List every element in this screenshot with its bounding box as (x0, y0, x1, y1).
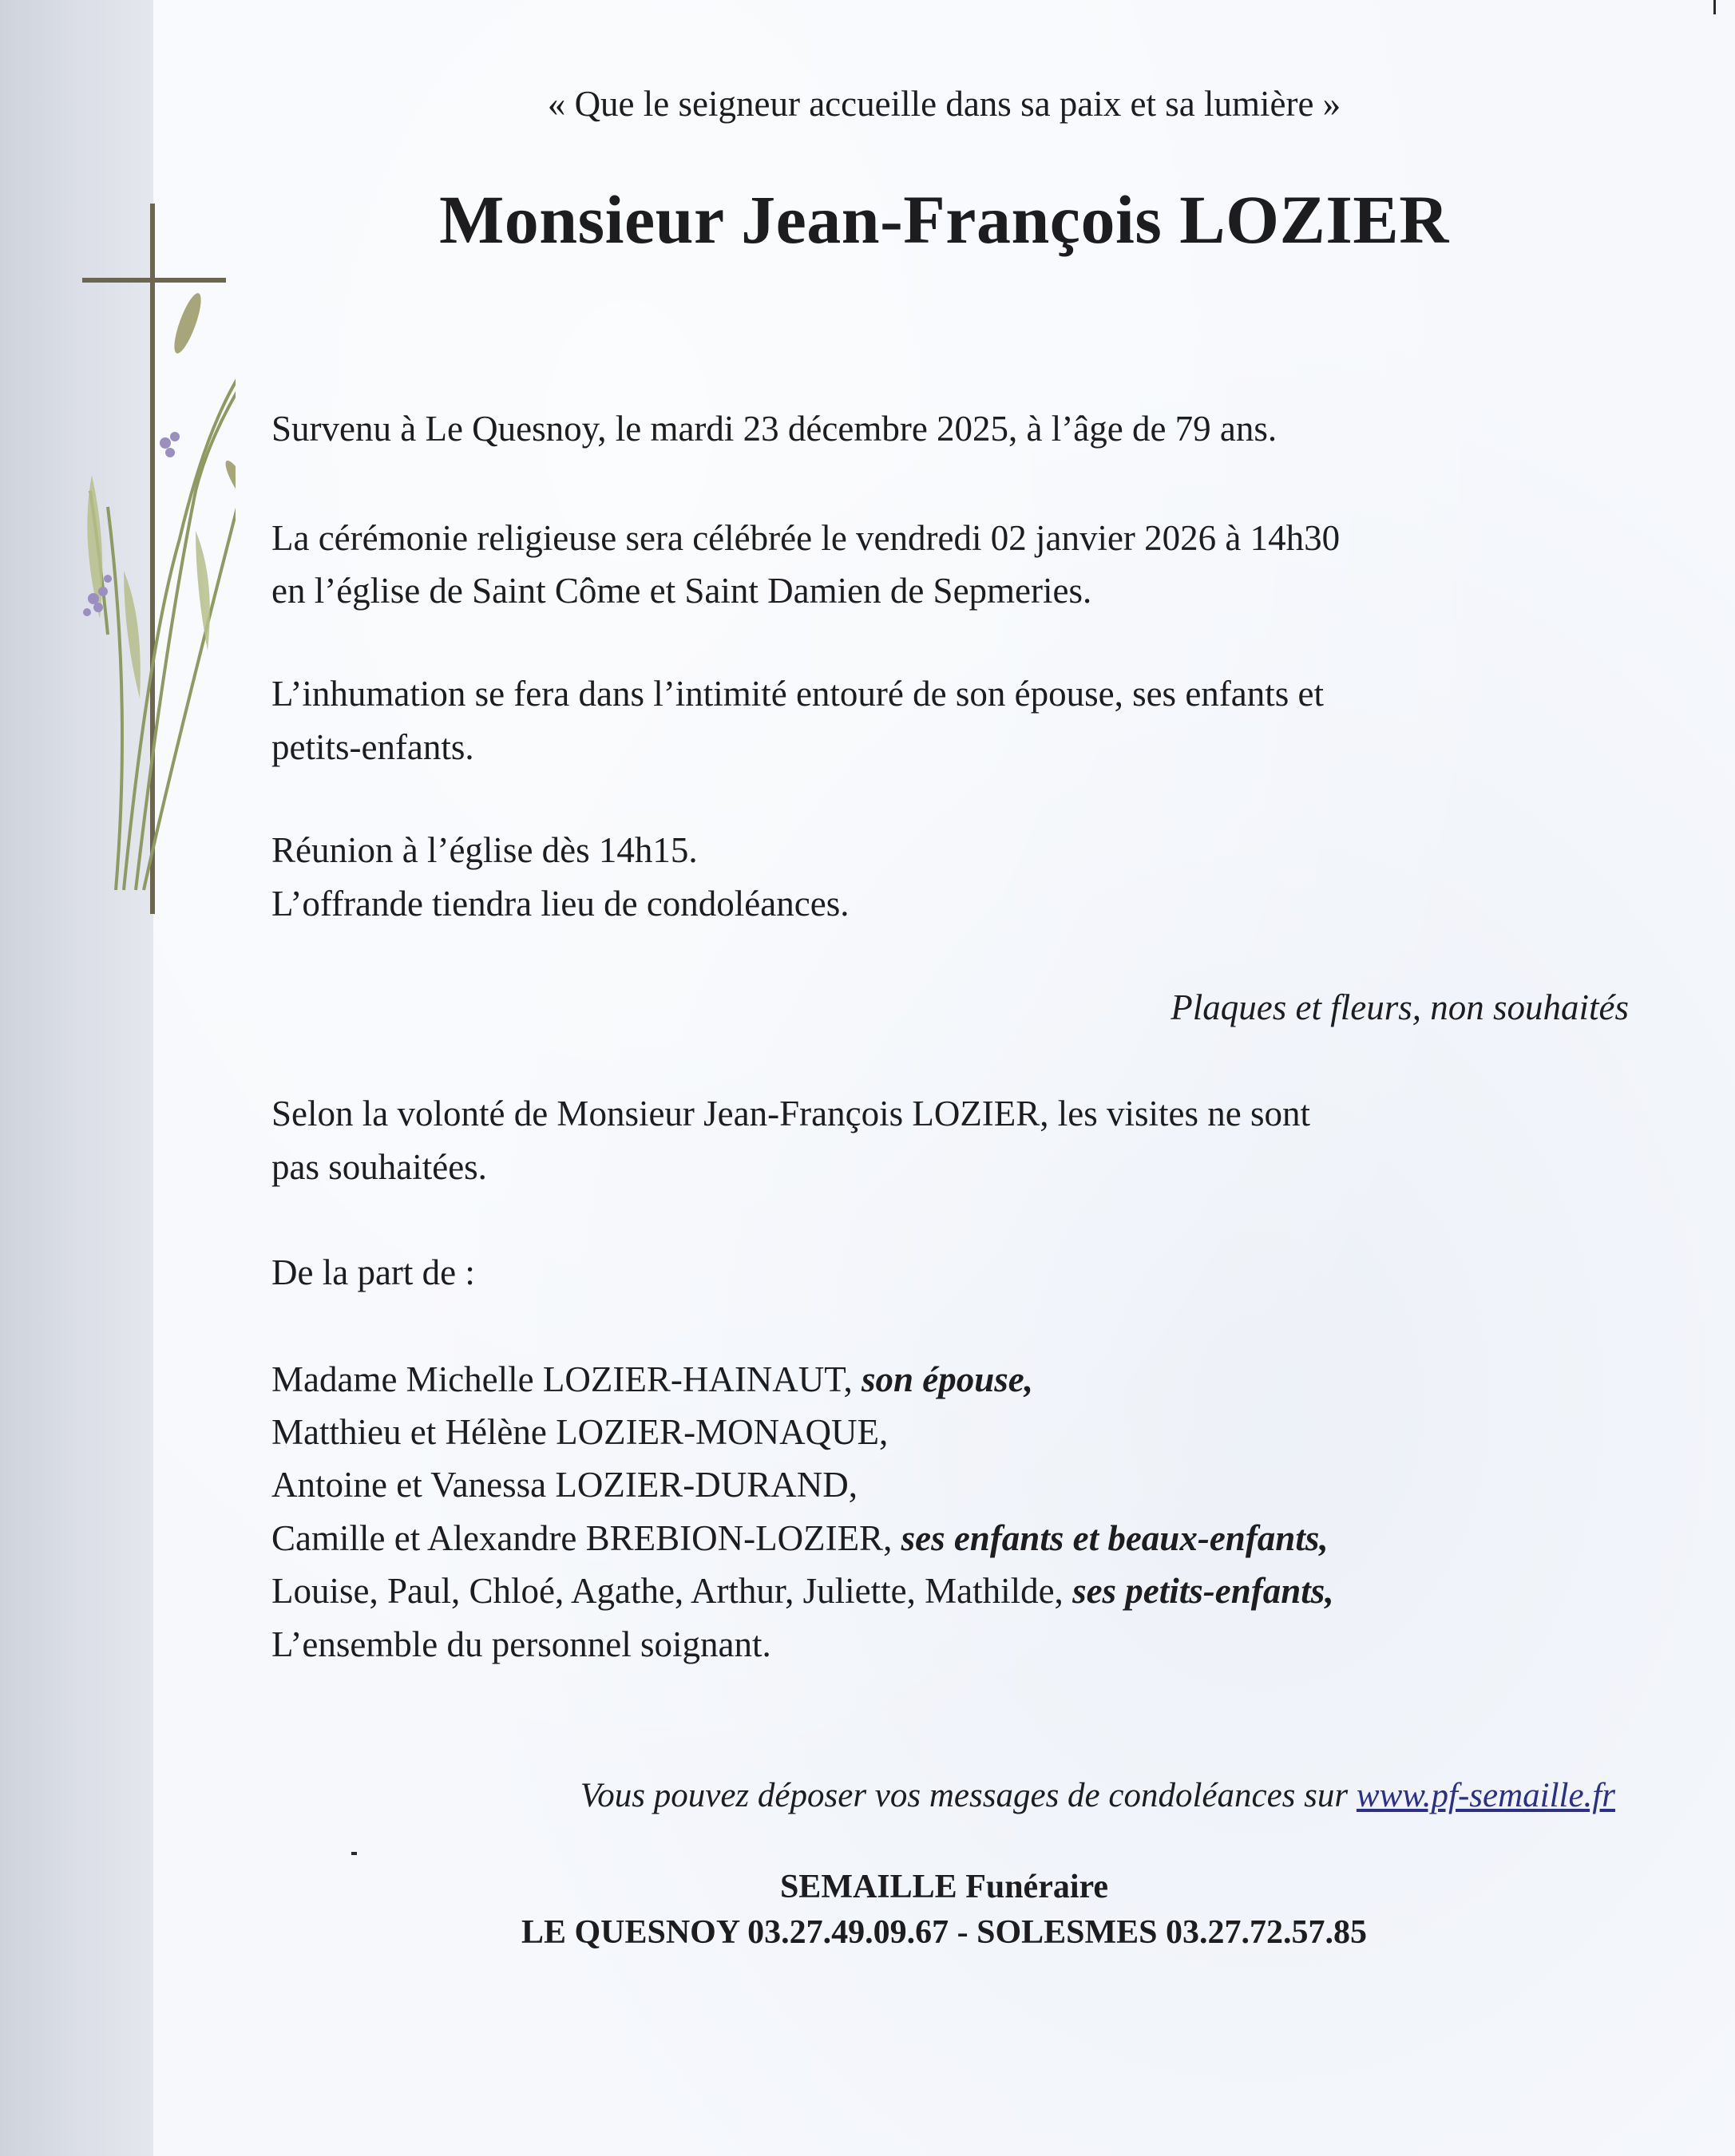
cross-wheat-illustration (76, 204, 236, 922)
burial-line-1: L’inhumation se fera dans l’intimité entouré de son épouse, ses enfants et (271, 674, 1324, 714)
scan-mark (351, 1852, 357, 1855)
family-names: Madame Michelle LOZIER-HAINAUT, (271, 1359, 862, 1399)
family-line (271, 1414, 888, 1450)
family-names: Matthieu et Hélène LOZIER-MONAQUE, (271, 1412, 889, 1452)
offering-line: L’offrande tiendra lieu de condoléances. (271, 884, 850, 924)
family-line (271, 1573, 1334, 1609)
family-names: Antoine et Vanessa LOZIER-DURAND, (271, 1465, 858, 1505)
wheat-stalks-icon (90, 323, 236, 890)
ceremony-line-2: en l’église de Saint Côme et Saint Damien de Sepmeries. (271, 571, 1092, 611)
meeting-line: Réunion à l’église dès 14h15. (271, 830, 698, 870)
visits-line-1: Selon la volonté de Monsieur Jean-François LOZIER, les visites ne sont (271, 1094, 1311, 1133)
no-flowers-note: Plaques et fleurs, non souhaités (1171, 987, 1629, 1027)
funeral-home-type: Funéraire (957, 1869, 1109, 1905)
death-announcement: Survenu à Le Quesnoy, le mardi 23 décembre 2025, à l’âge de 79 ans. (271, 409, 1277, 449)
scan-mark (1713, 0, 1716, 14)
opening-quote: « Que le seigneur accueille dans sa paix et sa lumière » (547, 84, 1341, 124)
family-line (271, 1467, 858, 1503)
funeral-home-brand: SEMAILLE (779, 1869, 957, 1905)
funeral-home-phones: LE QUESNOY 03.27.49.09.67 - SOLESMES 03.27.72.57.85 (521, 1914, 1368, 1951)
burial-line-2: petits-enfants. (271, 727, 474, 767)
deceased-name-title: Monsieur Jean-François LOZIER (439, 181, 1449, 258)
family-role: ses enfants et beaux-enfants, (901, 1518, 1329, 1558)
visits-line-2: pas souhaitées. (271, 1147, 487, 1187)
notice-paper (153, 0, 1735, 2156)
from-label: De la part de : (271, 1252, 475, 1292)
condolences-website-link[interactable]: www.pf-semaille.fr (1356, 1777, 1615, 1814)
family-role: son épouse, (861, 1359, 1033, 1399)
family-role: ses petits-enfants, (1072, 1571, 1334, 1611)
family-line (271, 1624, 771, 1664)
family-line (271, 1359, 1033, 1399)
condolences-text: Vous pouvez déposer vos messages de condoléances sur (580, 1777, 1357, 1814)
family-names: Camille et Alexandre BREBION-LOZIER, (271, 1518, 901, 1558)
family-line (271, 1518, 1329, 1558)
condolences-message (580, 1778, 1615, 1813)
family-names: Louise, Paul, Chloé, Agathe, Arthur, Juliette, Mathilde, (271, 1571, 1073, 1611)
family-names: L’ensemble du personnel soignant. (271, 1624, 771, 1664)
ceremony-line-1: La cérémonie religieuse sera célébrée le vendredi 02 janvier 2026 à 14h30 (271, 518, 1341, 558)
funeral-home-name (153, 1870, 1735, 1904)
